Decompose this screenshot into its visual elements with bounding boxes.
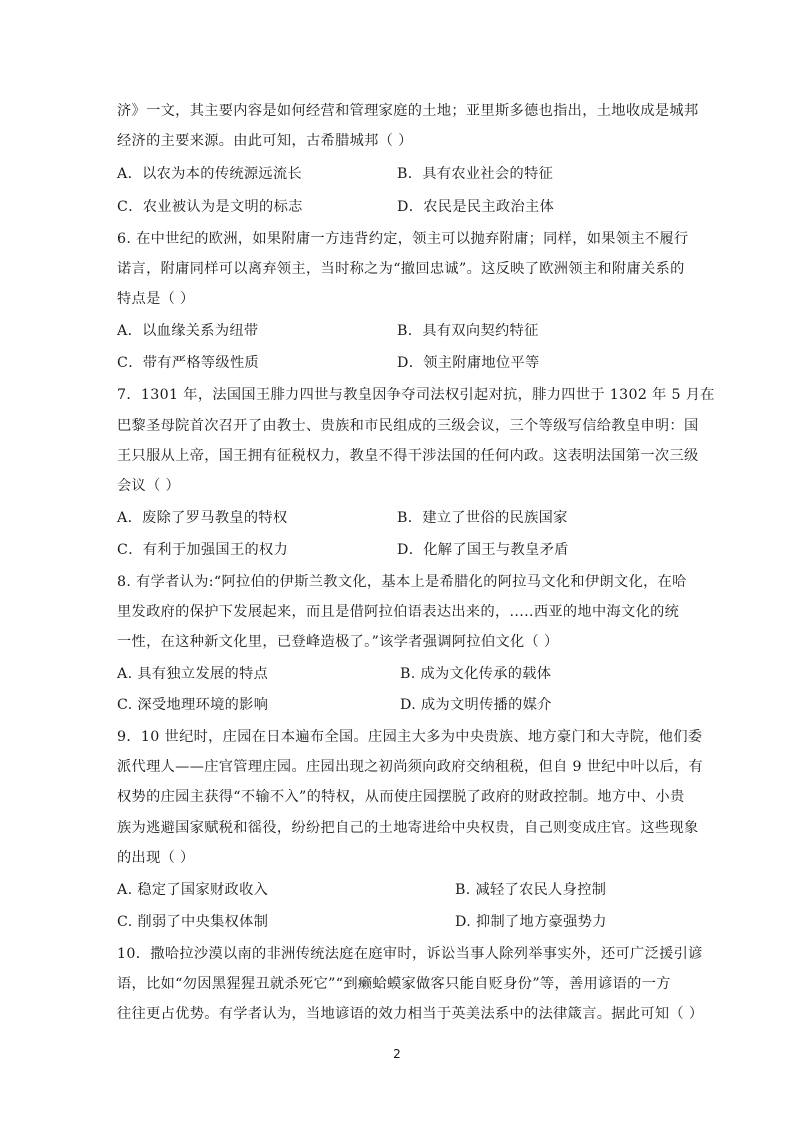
q9-option-b: B. 减轻了农民人身控制 [455, 882, 607, 898]
q7-option-c: C．有利于加强国王的权力 [117, 542, 289, 558]
q7-option-a: A．废除了罗马教皇的特权 [117, 510, 288, 526]
q5-text-line-1: 济》一文，其主要内容是如何经营和管理家庭的土地；亚里斯多德也指出，土地收成是城邦 [117, 103, 699, 119]
q9-text-line-3: 权势的庄园主获得“不输不入”的特权，从而使庄园摆脱了政府的财政控制。地方中、小贵 [117, 789, 685, 805]
q7-text-line-4: 会议（ ） [117, 478, 181, 494]
q6-text-line-1: 6. 在中世纪的欧洲，如果附庸一方违背约定，领主可以抛弃附庸；同样，如果领主不履行 [117, 231, 689, 247]
q5-option-b: B．具有农业社会的特征 [397, 166, 554, 182]
q9-text-line-1: 9．10 世纪时，庄园在日本遍布全国。庄园主大多为中央贵族、地方豪门和大寺院，他们委 [117, 729, 703, 745]
q6-option-d: D．领主附庸地位平等 [397, 355, 540, 371]
q8-text-line-2: 里发政府的保护下发展起来，而且是借阿拉伯语表达出来的，.....西亚的地中海文化的统 [117, 604, 680, 620]
q6-option-c: C．带有严格等级性质 [117, 355, 260, 371]
q7-text-line-3: 王只服从上帝，国王拥有征税权力，教皇不得干涉法国的任何内政。这表明法国第一次三级 [117, 448, 699, 464]
q9-text-line-2: 派代理人——庄官管理庄园。庄园出现之初尚须向政府交纳租税，但自 9 世纪中叶以后，有 [117, 759, 704, 775]
q7-option-d: D．化解了国王与教皇矛盾 [397, 542, 569, 558]
q6-text-line-3: 特点是（ ） [117, 291, 195, 307]
q10-text-line-2: 语，比如“勿因黑猩猩丑就杀死它”“到癞蛤蟆家做客只能自贬身份”等，善用谚语的一方 [117, 976, 671, 992]
q9-option-d: D. 抑制了地方豪强势力 [455, 914, 607, 930]
q7-text-line-2: 巴黎圣母院首次召开了由教士、贵族和市民组成的三级会议，三个等级写信给教皇申明：国 [117, 418, 699, 434]
q8-option-d: D. 成为文明传播的媒介 [400, 697, 552, 713]
q6-option-a: A．以血缘关系为纽带 [117, 323, 259, 339]
q7-option-b: B．建立了世俗的民族国家 [397, 510, 568, 526]
q6-text-line-2: 诺言，附庸同样可以离弃领主，当时称之为“撤回忠诚”。这反映了欧洲领主和附庸关系的 [117, 261, 685, 277]
q10-text-line-1: 10．撒哈拉沙漠以南的非洲传统法庭在庭审时，诉讼当事人除列举事实外，还可广泛援引谚 [117, 946, 703, 962]
q5-text-line-2: 经济的主要来源。由此可知，古希腊城邦（ ） [117, 133, 413, 149]
page-number: 2 [393, 1047, 401, 1061]
q8-text-line-3: 一性，在这种新文化里，已登峰造极了。”该学者强调阿拉伯文化（ ） [117, 634, 559, 650]
q9-option-c: C. 削弱了中央集权体制 [117, 914, 269, 930]
q7-text-line-1: 7．1301 年，法国国王腓力四世与教皇因争夺司法权引起对抗，腓力四世于 1302 年 5 月在 [117, 387, 715, 403]
q5-option-d: D．农民是民主政治主体 [397, 199, 555, 215]
q8-text-line-1: 8. 有学者认为:“阿拉伯的伊斯兰教文化，基本上是希腊化的阿拉马文化和伊朗文化，在哈 [117, 574, 687, 590]
q9-text-line-5: 的出现（ ） [117, 850, 195, 866]
q10-text-line-3: 往往更占优势。有学者认为，当地谚语的效力相当于英美法系中的法律箴言。据此可知（ ） [117, 1006, 704, 1022]
q5-option-c: C．农业被认为是文明的标志 [117, 199, 303, 215]
q9-text-line-4: 族为逃避国家赋税和徭役，纷纷把自己的土地寄进给中央权贵，自己则变成庄官。这些现象 [117, 820, 699, 836]
q5-option-a: A．以农为本的传统源远流长 [117, 166, 303, 182]
q9-option-a: A. 稳定了国家财政收入 [117, 882, 269, 898]
q8-option-b: B. 成为文化传承的载体 [400, 666, 552, 682]
q8-option-c: C. 深受地理环境的影响 [117, 697, 269, 713]
q8-option-a: A. 具有独立发展的特点 [117, 666, 269, 682]
q6-option-b: B．具有双向契约特征 [397, 323, 539, 339]
